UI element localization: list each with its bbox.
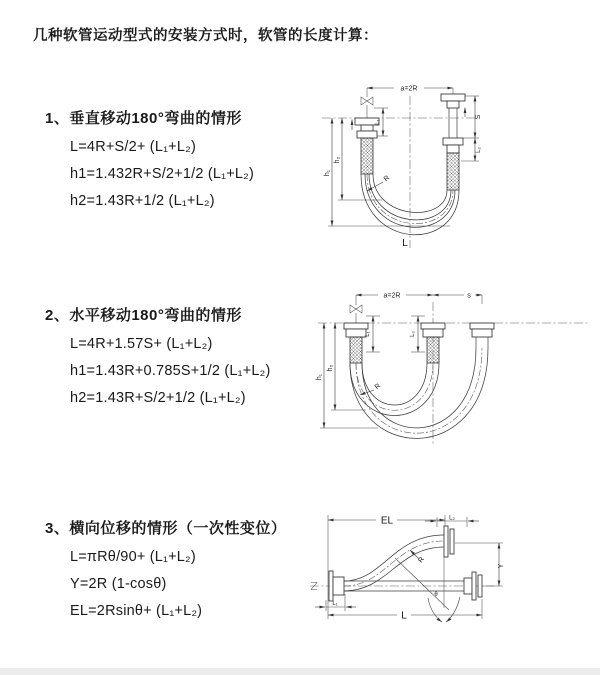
angle-theta-label: θ (434, 592, 438, 598)
formula-line: h1=1.432R+S/2+1/2 (L₁+L₂) (70, 166, 255, 182)
radius-label: R (373, 382, 383, 392)
section-heading: 2、水平移动180°弯曲的情形 (45, 307, 242, 324)
section-horizontal-movement (45, 307, 271, 406)
formula-line: L=πRθ/90+ (L₁+L₂) (70, 549, 196, 565)
braid-section (350, 337, 362, 363)
left-flange (329, 571, 344, 601)
dim-label-l2: L₂ (449, 515, 455, 522)
diagram-vertical-180-bend (308, 72, 598, 262)
section-heading: 1、垂直移动180°弯曲的情形 (45, 110, 242, 127)
hose-u-bends (350, 348, 488, 438)
valve-icon (350, 295, 362, 323)
diagram-lateral-displacement (298, 498, 600, 645)
dim-label-a2r: a=2R (400, 85, 418, 93)
dim-label-l1: L₁ (375, 119, 381, 125)
formula-line: L=4R+1.57S+ (L₁+L₂) (70, 336, 213, 352)
dim-label-l1: L₁ (365, 331, 371, 337)
braid-section (361, 138, 373, 174)
right-fitting (441, 94, 465, 190)
page-bottom-edge (0, 668, 600, 675)
formula-line: h2=1.43R+1/2 (L₁+L₂) (70, 193, 215, 209)
dim-label-l2: L₂ (410, 331, 416, 337)
dim-label-h2: h₂ (327, 364, 334, 372)
dim-label-y: Y (498, 563, 505, 569)
right-fitting (470, 323, 494, 348)
dim-label-s: S (475, 114, 482, 120)
dim-label-h1: h₁ (324, 169, 331, 177)
radius-label: R (417, 556, 427, 565)
dim-label-h1: h₁ (316, 373, 323, 381)
dimension-lines (320, 290, 482, 428)
formula-line: EL=2Rsinθ+ (L₁+L₂) (70, 603, 203, 619)
valve-icon (361, 88, 373, 118)
left-fitting (355, 118, 379, 174)
radius-label: R (382, 174, 392, 184)
diagram-labels (316, 293, 471, 392)
formula-line: Y=2R (1-cosθ) (70, 576, 167, 592)
dim-label-a2r: a=2R (383, 292, 401, 300)
section-lateral-displacement (45, 520, 286, 619)
length-label: L (402, 238, 408, 249)
right-flange (464, 572, 482, 600)
formula-line: L=4R+S/2+ (L₁+L₂) (70, 139, 196, 155)
dim-label-s: s (467, 292, 471, 300)
dim-label-l2: L₂ (476, 147, 482, 153)
formula-line: h1=1.43R+0.785S+1/2 (L₁+L₂) (70, 363, 271, 379)
page-title: 几种软管运动型式的安装方式时，软管的长度计算： (33, 28, 378, 44)
section-heading: 3、横向位移的情形（一次性变位） (45, 520, 287, 537)
dim-label-l1: L₁ (332, 601, 338, 607)
dim-label-h2: h₂ (334, 156, 341, 164)
upper-flange (444, 526, 454, 557)
diagram-horizontal-180-bend (308, 278, 600, 463)
braid-section (427, 337, 439, 363)
dimension-lines (315, 514, 503, 621)
dim-label-el: EL (380, 515, 394, 527)
diagram-labels (332, 516, 505, 622)
displaced-hose-s-curve (344, 535, 444, 591)
braid-section (447, 153, 459, 190)
formula-line: h2=1.43R+S/2+1/2 (L₁+L₂) (70, 390, 246, 406)
middle-fitting (421, 323, 445, 363)
dim-label-l: L (401, 610, 407, 622)
left-fitting (344, 323, 368, 363)
section-vertical-movement (45, 110, 254, 209)
